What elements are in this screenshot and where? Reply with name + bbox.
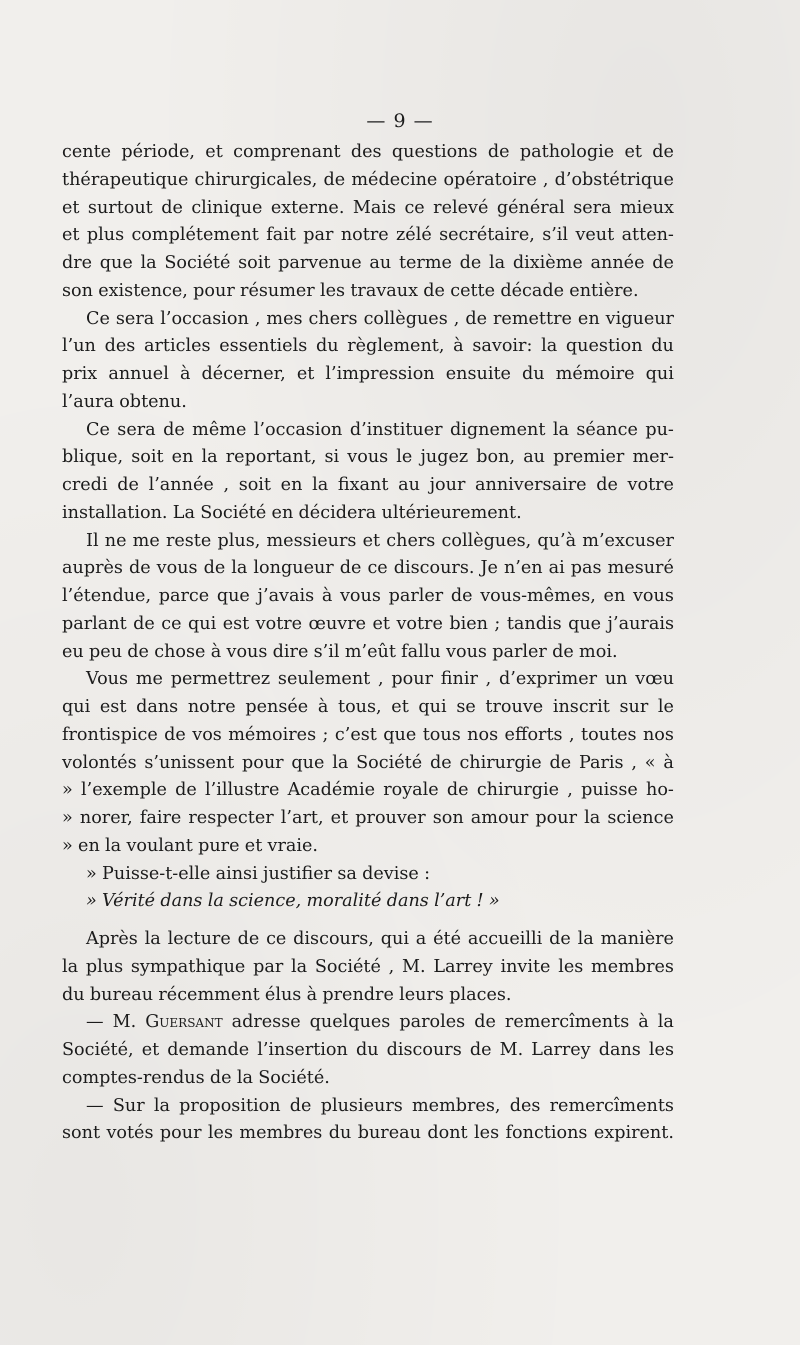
text-line: » l’exemple de l’illustre Académie royale de chirurgie , puisse ho-: [62, 780, 674, 801]
text-line: qui est dans notre pensée à tous, et qui se trouve inscrit sur le: [62, 697, 674, 717]
text-line: Ce sera de même l’occasion d’instituer dignement la séance pu-: [86, 419, 674, 440]
text-line: » en la voulant pure et vraie.: [62, 835, 319, 856]
body-text: [62, 139, 674, 1148]
text-line: frontispice de vos mémoires ; c’est que tous nos efforts , toutes nos: [62, 724, 674, 745]
text-line: du bureau récemment élus à prendre leurs places.: [62, 984, 512, 1005]
text-line: comptes-rendus de la Société.: [62, 1067, 330, 1088]
text-line: Vous me permettrez seulement , pour finir , d’exprimer un vœu: [86, 669, 674, 690]
text-line: prix annuel à décerner, et l’impression ensuite du mémoire qui: [62, 364, 674, 384]
text-line: installation. La Société en décidera ultérieurement.: [62, 502, 522, 523]
text-line: credi de l’année , soit en la fixant au jour anniversaire de votre: [62, 475, 674, 495]
text-line: eu peu de chose à vous dire s’il m’eût fallu vous parler de moi.: [62, 641, 618, 662]
text-line: auprès de vous de la longueur de ce discours. Je n’en ai pas mesuré: [62, 558, 674, 579]
text-line: cente période, et comprenant des questions de pathologie et de: [62, 142, 674, 162]
paragraph-gap: [62, 916, 674, 926]
text-line: sont votés pour les membres du bureau dont les fonctions expirent.: [62, 1123, 674, 1144]
text-line: dre que la Société soit parvenue au terme de la dixième année de: [62, 253, 674, 273]
text-line: volontés s’unissent pour que la Société de chirurgie de Paris , « à: [62, 752, 674, 773]
text-line: la plus sympathique par la Société , M. Larrey invite les membres: [62, 956, 674, 977]
text-line: » Puisse-t-elle ainsi justifier sa devise :: [86, 863, 431, 884]
text-line: Société, et demande l’insertion du discours de M. Larrey dans les: [62, 1040, 674, 1060]
text-line: thérapeutique chirurgicales, de médecine opératoire , d’obstétrique: [62, 169, 674, 190]
text-line: » norer, faire respecter l’art, et prouver son amour pour la science: [62, 808, 674, 828]
text-line: Ce sera l’occasion , mes chers collègues , de remettre en vigueur: [86, 308, 674, 329]
text-line: son existence, pour résumer les travaux de cette décade entière.: [62, 280, 639, 301]
text-line: et surtout de clinique externe. Mais ce relevé général sera mieux: [62, 197, 674, 218]
text-line: — M. Guersant adresse quelques paroles de remercîments à la: [86, 1012, 674, 1033]
text-line: parlant de ce qui est votre œuvre et votre bien ; tandis que j’aurais: [62, 613, 674, 634]
text-line: — Sur la proposition de plusieurs membres, des remercîments: [86, 1095, 674, 1116]
text-line: Il ne me reste plus, messieurs et chers collègues, qu’à m’excuser: [86, 530, 674, 551]
text-line: blique, soit en la reportant, si vous le jugez bon, au premier mer-: [62, 447, 674, 468]
text-line: l’aura obtenu.: [62, 391, 187, 412]
text-line: Après la lecture de ce discours, qui a été accueilli de la manière: [86, 929, 674, 949]
page-number: — 9 —: [366, 110, 434, 132]
motto-line: » Vérité dans la science, moralité dans l’art ! »: [86, 891, 500, 912]
text-line: l’étendue, parce que j’avais à vous parler de vous-mêmes, en vous: [62, 586, 674, 606]
text-line: l’un des articles essentiels du règlement, à savoir: la question du: [62, 336, 674, 357]
text-line: et plus complétement fait par notre zélé secrétaire, s’il veut atten-: [62, 225, 674, 246]
